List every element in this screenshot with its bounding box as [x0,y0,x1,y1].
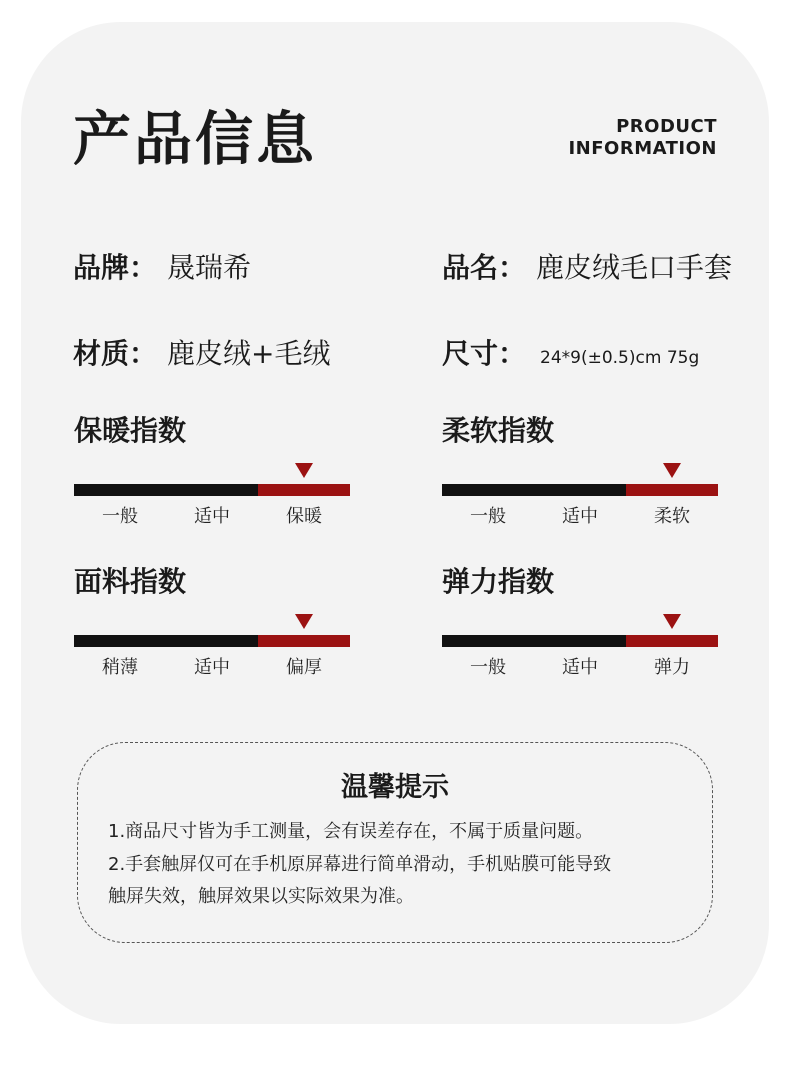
softness-index-marker-icon [663,463,681,478]
index-label: 适中 [562,657,598,678]
index-bar-dark-segment [442,635,626,647]
softness-index-title: 柔软指数 [442,414,555,447]
index-bar-selected-segment [258,635,350,647]
material-value: 鹿皮绒+毛绒 [167,337,331,370]
material-label: 材质： [73,337,158,370]
index-label: 一般 [102,506,138,527]
elasticity-index-labels [442,656,718,680]
brand-label: 品牌： [73,251,158,284]
index-label: 适中 [562,506,598,527]
index-bar-dark-segment [74,635,258,647]
warmth-index-labels [74,505,350,529]
tips-box [77,742,713,943]
softness-index-labels [442,505,718,529]
product-name-label: 品名： [442,251,527,284]
elasticity-index-marker-icon [663,614,681,629]
index-bar-selected-segment [258,484,350,496]
softness-index-bar [442,484,718,496]
index-label: 弹力 [654,657,690,678]
fabric-index-bar [74,635,350,647]
index-label: 适中 [194,657,230,678]
product-name-value: 鹿皮绒毛口手套 [536,251,733,284]
brand-value: 晟瑞希 [167,251,252,284]
warmth-index-title: 保暖指数 [74,414,187,447]
page-subtitle [568,116,717,160]
tips-line-2: 2.手套触屏仅可在手机原屏幕进行简单滑动，手机贴膜可能导致 [108,854,612,875]
index-bar-selected-segment [626,635,718,647]
elasticity-index-title: 弹力指数 [442,565,555,598]
tips-line-1: 1.商品尺寸皆为手工测量，会有误差存在，不属于质量问题。 [108,821,594,842]
index-bar-dark-segment [74,484,258,496]
page-title: 产品信息 [73,105,318,173]
warmth-index-bar [74,484,350,496]
index-label: 一般 [470,506,506,527]
size-row [442,336,699,376]
index-label: 偏厚 [286,657,322,678]
index-label: 一般 [470,657,506,678]
size-value: 24*9(±0.5)cm 75g [540,348,700,368]
index-bar-selected-segment [626,484,718,496]
material-row [73,336,330,372]
subtitle-line-1: PRODUCT [616,116,717,137]
index-bar-dark-segment [442,484,626,496]
index-label: 保暖 [286,506,322,527]
softness-index [442,413,718,533]
size-label: 尺寸： [442,337,527,370]
tips-line-3: 触屏失效，触屏效果以实际效果为准。 [108,886,414,907]
index-label: 适中 [194,506,230,527]
fabric-index-title: 面料指数 [74,565,187,598]
warmth-index-marker-icon [295,463,313,478]
elasticity-index-bar [442,635,718,647]
index-label: 稍薄 [102,657,138,678]
elasticity-index [442,564,718,684]
tips-title: 温馨提示 [341,772,449,803]
fabric-index [74,564,350,684]
index-label: 柔软 [654,506,690,527]
product-name-row [442,250,732,286]
subtitle-line-2: INFORMATION [568,138,717,159]
brand-row [73,250,251,286]
fabric-index-marker-icon [295,614,313,629]
warmth-index [74,413,350,533]
fabric-index-labels [74,656,350,680]
